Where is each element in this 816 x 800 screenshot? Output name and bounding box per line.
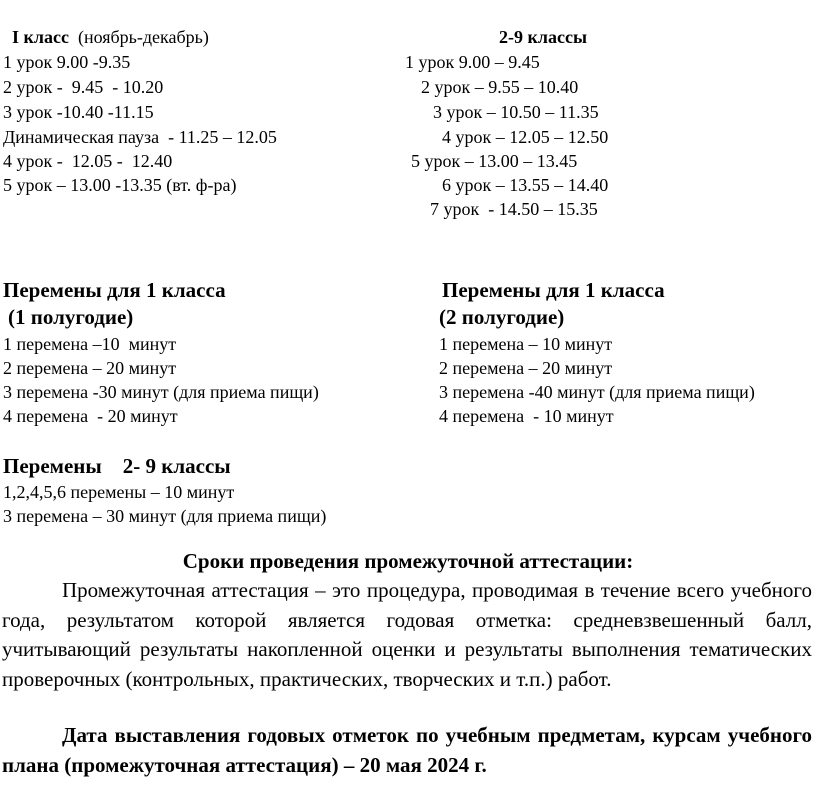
grade1-lesson: 4 урок - 12.05 - 12.40 [3,151,173,171]
breaks-grade1-half2-subtitle: (2 полугодие) [439,305,565,329]
grades2-9-lesson: 6 урок – 13.55 – 14.40 [442,175,609,195]
break-item: 1 перемена –10 минут [3,334,177,354]
grades2-9-lesson: 2 урок – 9.55 – 10.40 [421,77,579,97]
break-item: 3 перемена – 30 минут (для приема пищи) [3,506,327,526]
break-item: 4 перемена - 20 минут [3,406,178,426]
breaks-grade1-half1-subtitle: (1 полугодие) [8,305,134,329]
grade1-lesson: 3 урок -10.40 -11.15 [3,102,154,122]
attestation-paragraph: Промежуточная аттестация – это процедура, проводимая в течение всего учебного года, результатом которой является годовая отметка: средневзвешенный балл, учитывающий результаты накопленной оценки и результаты выполнения тематических проверочных (контрольных, практических, творческих и т.п.) работ. [2,578,812,691]
grade1-lesson: 5 урок – 13.00 -13.35 (вт. ф-ра) [3,175,237,195]
attestation-date-block [2,721,812,780]
breaks-grades2-9-title: Перемены 2- 9 классы [3,454,231,478]
break-item: 1,2,4,5,6 перемены – 10 минут [3,482,235,502]
attestation-date-note: Дата выставления годовых отметок по учебным предметам, курсам учебного плана (промежуточная аттестация) – 20 мая 2024 г. [2,723,812,777]
grades2-9-lesson: 3 урок – 10.50 – 11.35 [433,102,599,122]
attestation-heading: Сроки проведения промежуточной аттестации: [182,549,634,573]
grades2-9-lesson: 4 урок – 12.05 – 12.50 [442,127,609,147]
break-item: 1 перемена – 10 минут [439,334,613,354]
breaks-grade1-half2-title: Перемены для 1 класса [442,278,665,302]
grade1-lesson: 2 урок - 9.45 - 10.20 [3,77,164,97]
break-item: 2 перемена – 20 минут [439,358,613,378]
break-item: 4 перемена - 10 минут [439,406,614,426]
grades2-9-lesson: 5 урок – 13.00 – 13.45 [411,151,578,171]
grade1-title: I класс [12,27,69,47]
breaks-grade1-half1-title: Перемены для 1 класса [3,278,226,302]
break-item: 2 перемена – 20 минут [3,358,177,378]
grade1-period: (ноябрь-декабрь) [77,27,209,47]
grade1-lesson: Динамическая пауза - 11.25 – 12.05 [3,127,277,147]
grade1-title-line [12,28,209,46]
grades2-9-lesson: 1 урок 9.00 – 9.45 [405,52,540,72]
break-item: 3 перемена -30 минут (для приема пищи) [3,382,319,402]
grade1-lesson: 1 урок 9.00 -9.35 [3,52,131,72]
break-item: 3 перемена -40 минут (для приема пищи) [439,382,755,402]
attestation-paragraph-block [2,576,812,694]
grades2-9-title: 2-9 классы [499,27,587,47]
grades2-9-lesson: 7 урок - 14.50 – 15.35 [430,199,598,219]
